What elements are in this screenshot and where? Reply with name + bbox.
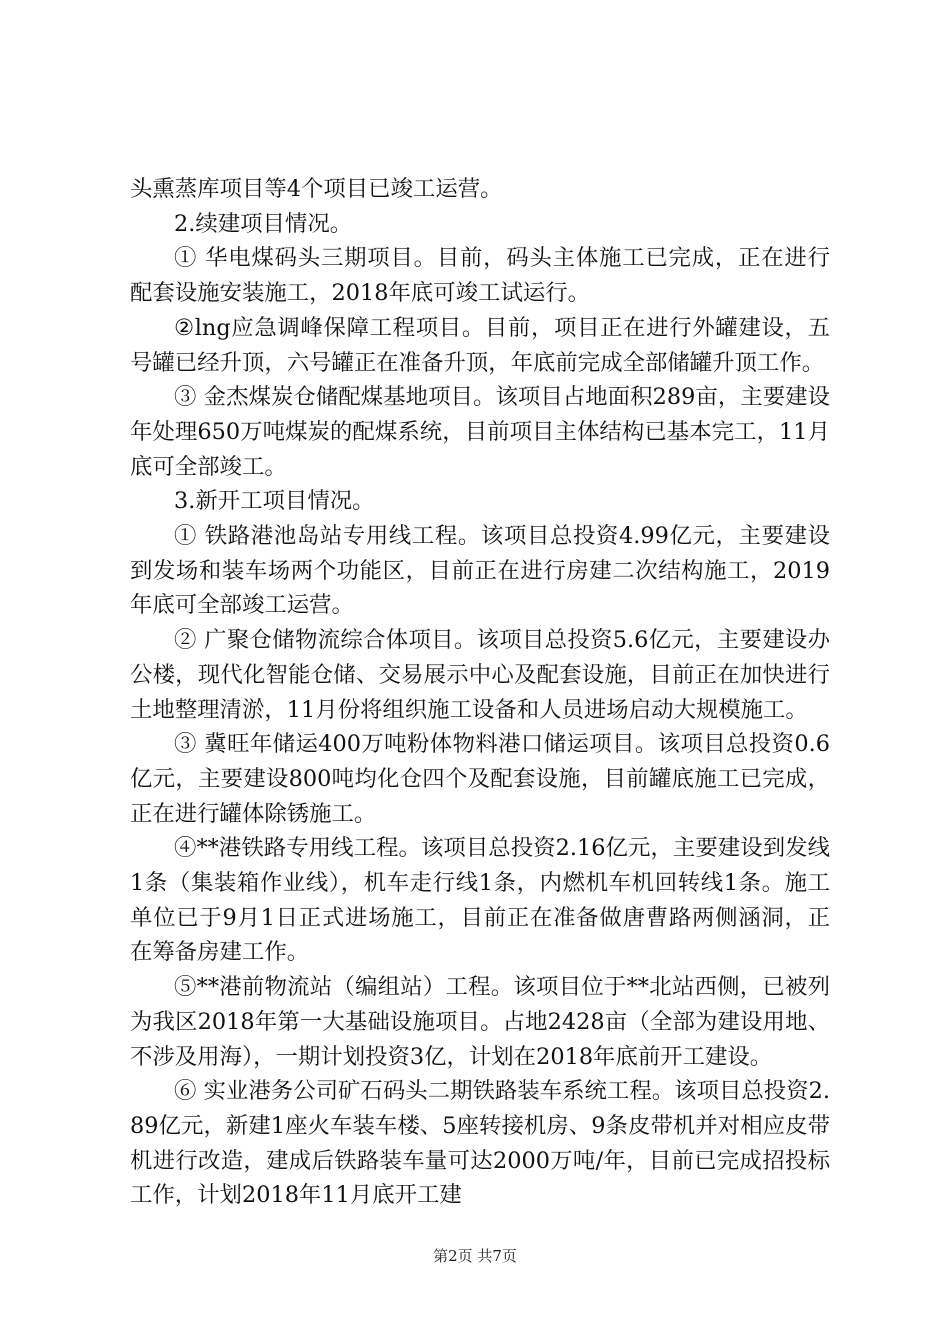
paragraph-4: ②lng应急调峰保障工程项目。目前，项目正在进行外罐建设，五号罐已经升顶，六号罐正在准备升顶，年底前完成全部储罐升顶工作。 bbox=[130, 314, 830, 376]
paragraph-3: ① 华电煤码头三期项目。目前，码头主体施工已完成，正在进行配套设施安装施工，2018年底可竣工试运行。 bbox=[130, 245, 830, 307]
paragraph-6: 3.新开工项目情况。 bbox=[174, 488, 375, 515]
page-number: 第2页 共7页 bbox=[433, 1247, 517, 1265]
paragraph-1: 头熏蒸库项目等4个项目已竣工运营。 bbox=[130, 176, 503, 202]
paragraph-11: ⑤**港前物流站（编组站）工程。该项目位于**北站西侧，已被列为我区2018年第一大基础设施项目。占地2428亩（全部为建设用地、不涉及用海），一期计划投资3亿，计划在2018年底前开工建设。 bbox=[130, 974, 830, 1070]
document-body bbox=[130, 172, 830, 1213]
paragraph-7: ① 铁路港池岛站专用线工程。该项目总投资4.99亿元，主要建设到发场和装车场两个功能区，目前正在进行房建二次结构施工，2019年底可全部竣工运营。 bbox=[130, 523, 830, 619]
page-footer bbox=[0, 1245, 950, 1266]
paragraph-8: ② 广聚仓储物流综合体项目。该项目总投资5.6亿元，主要建设办公楼，现代化智能仓储、交易展示中心及配套设施，目前正在加快进行土地整理清淤，11月份将组织施工设备和人员进场启动大规模施工。 bbox=[130, 627, 830, 723]
paragraph-2: 2.续建项目情况。 bbox=[174, 210, 353, 237]
paragraph-5: ③ 金杰煤炭仓储配煤基地项目。该项目占地面积289亩，主要建设年处理650万吨煤炭的配煤系统，目前项目主体结构已基本完工，11月底可全部竣工。 bbox=[130, 384, 830, 480]
paragraph-12: ⑥ 实业港务公司矿石码头二期铁路装车系统工程。该项目总投资2.89亿元，新建1座火车装车楼、5座转接机房、9条皮带机并对相应皮带机进行改造，建成后铁路装车量可达2000万吨/年，目前已完成招投标工作，计划2018年11月底开工建 bbox=[130, 1078, 830, 1209]
paragraph-10: ④**港铁路专用线工程。该项目总投资2.16亿元，主要建设到发线1条（集装箱作业线），机车走行线1条，内燃机车机回转线1条。施工单位已于9月1日正式进场施工，目前正在准备做唐曹路两侧涵洞，正在筹备房建工作。 bbox=[130, 835, 830, 966]
paragraph-9: ③ 冀旺年储运400万吨粉体物料港口储运项目。该项目总投资0.6亿元，主要建设800吨均化仓四个及配套设施，目前罐底施工已完成，正在进行罐体除锈施工。 bbox=[130, 731, 830, 827]
